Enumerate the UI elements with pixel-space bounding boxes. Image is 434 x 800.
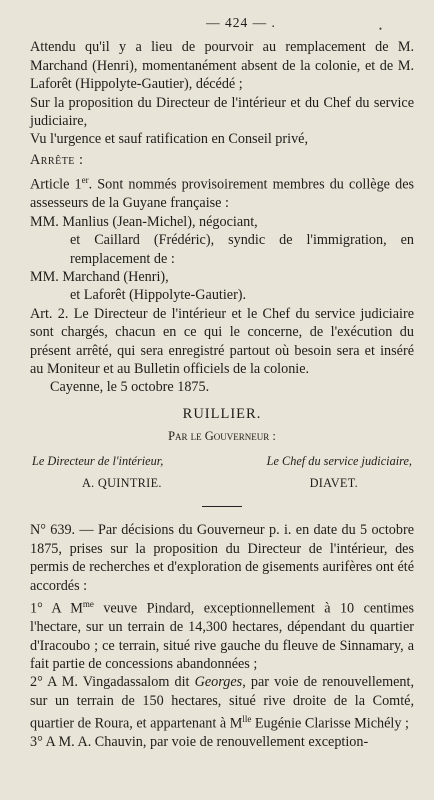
right-signature-name: DIAVET. [309, 476, 358, 491]
left-signature-name: A. QUINTRIE. [82, 476, 162, 491]
item-1-sup: me [82, 599, 94, 610]
left-signature-title: Le Directeur de l'intérieur, [32, 453, 164, 468]
members-line-caillard: et Caillard (Frédéric), syndic de l'immigration, en remplacement de : [70, 232, 414, 267]
par-gouverneur: Par le Gouverneur : [168, 429, 276, 444]
signature-names [30, 474, 414, 492]
arrete-heading: Arrête : [30, 151, 84, 168]
cayenne-date: Cayenne, le 5 octobre 1875. [50, 379, 210, 396]
article-1-prefix: Article 1 [30, 176, 82, 193]
page-number: — 424 — . [206, 15, 276, 30]
right-signature-title: Le Chef du service judiciaire, [266, 453, 412, 468]
item-2-sup: lle [242, 714, 252, 725]
members-line-2: MM. Marchand (Henri), [30, 269, 169, 286]
item-2-part-b: , par voie de renouvellement, sur un terrain de 150 hectares, situé rive droite de la Comté, quartier de Roura, et appartenant à M [30, 674, 414, 733]
governor-signature: RUILLIER. [182, 405, 262, 422]
article-2: Art. 2. Le Directeur de l'intérieur et le Chef du service judiciaire sont chargés, chacun en ce qui le concerne, de l'exécution du présent arrêté, qui sera enregistré partout où besoin sera et inséré au Moniteur et au Bulletin officiels de la colonie. [30, 305, 414, 378]
members-line-laforet: et Laforêt (Hippolyte-Gautier). [70, 287, 247, 304]
paragraph-proposition: Sur la proposition du Directeur de l'intérieur et du Chef du service judiciaire, [30, 94, 414, 130]
item-2-part-c: Eugénie Clarisse Michély ; [251, 716, 409, 733]
decision-item-2 [30, 673, 414, 733]
decision-item-3: 3° A M. A. Chauvin, par voie de renouvellement exception- [30, 734, 369, 751]
paragraph-attendu: Attendu qu'il y a lieu de pourvoir au remplacement de M. Marchand (Henri), momentanément absent de la colonie, et de M. Laforêt (Hippolyte-Gautier), décédé ; [30, 39, 414, 93]
item-2-part-a: 2° A M. Vingadassalom dit [30, 674, 195, 691]
paragraph-urgence: Vu l'urgence et sauf ratification en Conseil privé, [30, 131, 309, 148]
decision-item-1 [30, 595, 414, 673]
signature-titles [30, 452, 414, 470]
article-1-sup: er [81, 175, 89, 186]
ink-dot: • [378, 24, 382, 34]
article-1 [30, 171, 414, 213]
members-line-1: MM. Manlius (Jean-Michel), négociant, [30, 213, 258, 230]
decision-intro: N° 639. — Par décisions du Gouverneur p. i. en date du 5 octobre 1875, prises sur la proposition du Directeur de l'intérieur, des permis de recherches et d'exploration de gisements aurifères ont été accordés : [30, 522, 414, 594]
item-1-part-a: 1° A M [30, 600, 83, 617]
article-1-text: . Sont nommés provisoirement membres du collège des assesseurs de la Guyane française : [30, 176, 415, 212]
item-1-part-b: veuve Pindard, exceptionnellement à 10 centimes l'hectare, sur un terrain de 14,300 hectares, dépendant du quartier d'Iracoubo ; ce terrain, situé rive gauche du fleuve de Sinnamary, a fait partie de concessions abandonnées ; [30, 600, 414, 673]
separator-rule [202, 506, 242, 507]
item-2-italic: Georges [194, 674, 243, 691]
